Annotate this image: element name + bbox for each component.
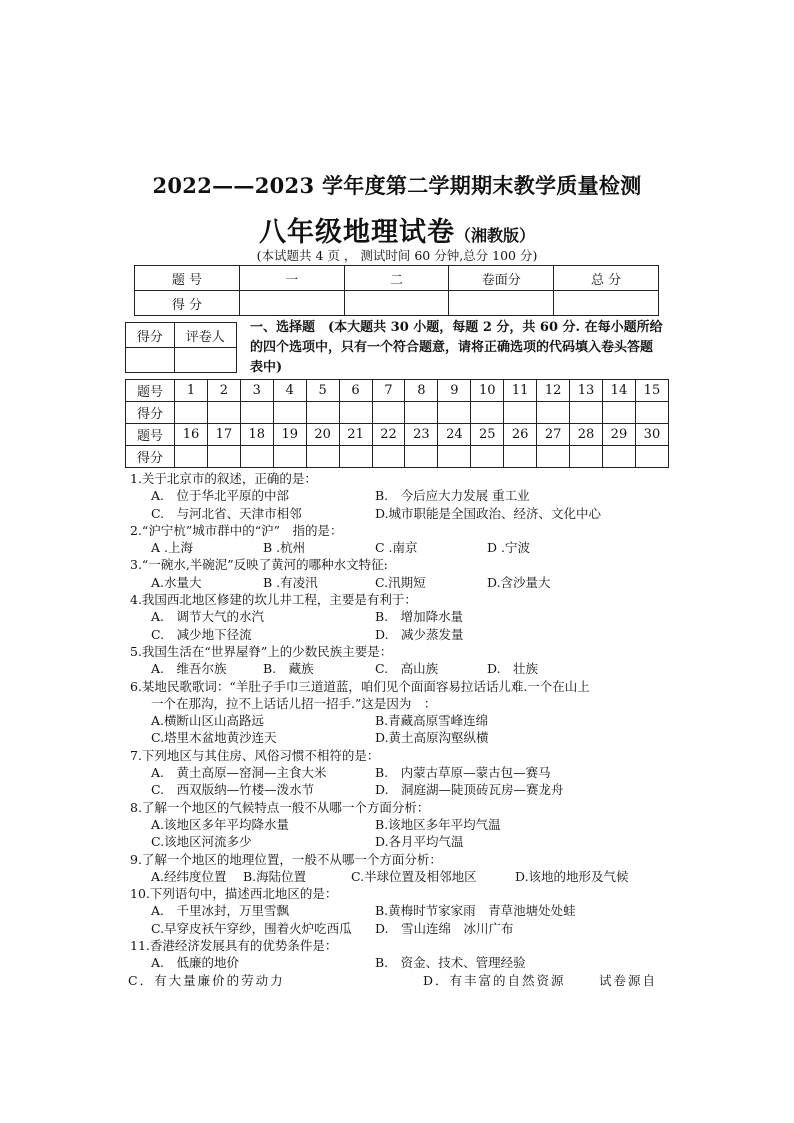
question-number: 25 [471, 424, 504, 446]
answer-blank[interactable] [635, 446, 668, 468]
answer-blank[interactable] [372, 402, 405, 424]
question-number: 12 [537, 380, 570, 402]
question-stem: 4.我国西北地区修建的坎儿井工程，主要是有利于： [130, 592, 417, 608]
question-number: 29 [602, 424, 635, 446]
exam-title: 2022——2023 学年度第二学期期末教学质量检测 [152, 173, 642, 198]
answer-blank[interactable] [175, 446, 208, 468]
answer-blank[interactable] [570, 446, 603, 468]
option: C.半球位置及相邻地区 [351, 868, 477, 884]
option: B. 内蒙古草原—蒙古包—赛马 [375, 765, 551, 781]
answer-blank[interactable] [207, 402, 240, 424]
answer-row-label: 得分 [126, 446, 175, 468]
answer-blank[interactable] [504, 402, 537, 424]
question [130, 591, 690, 643]
answer-number-row [126, 380, 669, 402]
option-row [130, 816, 690, 833]
option-row [130, 660, 690, 677]
answer-blank[interactable] [635, 402, 668, 424]
option: D. 洞庭湖—陡顶砖瓦房—赛龙舟 [375, 782, 564, 798]
answer-row-label: 得分 [126, 402, 175, 424]
option: D. 减少蒸发量 [375, 626, 464, 642]
answer-score-row [126, 402, 669, 424]
question-stem: 7.下列地区与其住房、风俗习惯不相符的是： [130, 747, 380, 763]
question-number: 4 [273, 380, 306, 402]
option: A.水量大 [151, 574, 202, 590]
score-blank[interactable] [344, 291, 449, 316]
option-row [130, 574, 690, 591]
answer-blank[interactable] [306, 446, 339, 468]
answer-number-row [126, 424, 669, 446]
option-row [130, 608, 690, 625]
question [130, 556, 690, 591]
answer-blank[interactable] [438, 402, 471, 424]
question-number: 9 [438, 380, 471, 402]
option: D .宁波 [487, 540, 530, 556]
question-number: 22 [372, 424, 405, 446]
question-number: 1 [175, 380, 208, 402]
option: C.塔里木盆地黄沙连天 [151, 730, 277, 746]
question-stem: 6.某地民歌歌词：“羊肚子手巾三道道蓝，咱们见个面面容易拉话话儿难.一个在山上 [130, 678, 590, 694]
option: A.横断山区山高路远 [151, 713, 265, 729]
option: A.该地区多年平均降水量 [151, 816, 290, 832]
option: C.早穿皮袄午穿纱，围着火炉吃西瓜 [151, 920, 352, 936]
option: B. 藏族 [263, 661, 314, 677]
question-number: 30 [635, 424, 668, 446]
answer-blank[interactable] [405, 446, 438, 468]
option: A. 黄土高原—窑洞—主食大米 [151, 765, 327, 781]
section-heading: 一、选择题 (本大题共 30 小题，每题 2 分，共 60 分. 在每小题所给的四个选项中，只有一个符合题意，请将正确选项的代码填入卷头答题表中) [250, 320, 663, 375]
option: C. 高山族 [375, 661, 439, 677]
answer-blank[interactable] [240, 446, 273, 468]
option: A. 位于华北平原的中部 [151, 488, 290, 504]
option: C.汛期短 [375, 574, 426, 590]
grader-score-label: 得分 [126, 323, 175, 348]
question-number: 18 [240, 424, 273, 446]
answer-blank[interactable] [471, 402, 504, 424]
paper-title-main: 八年级地理试卷 [258, 217, 455, 248]
grader-name-label: 评卷人 [174, 323, 236, 348]
answer-blank[interactable] [175, 402, 208, 424]
score-table [134, 265, 659, 316]
option: B .有凌汛 [263, 574, 318, 590]
score-blank[interactable] [554, 291, 659, 316]
question-stem: 3.“一碗水,半碗泥”反映了黄河的哪种水文特征: [130, 557, 388, 573]
question-number: 28 [570, 424, 603, 446]
question-number: 6 [339, 380, 372, 402]
option: D.含沙量大 [487, 574, 551, 590]
option-row [130, 764, 690, 781]
option-row [130, 920, 690, 937]
answer-blank[interactable] [471, 446, 504, 468]
answer-blank[interactable] [207, 446, 240, 468]
option: C. 与河北省、天津市相邻 [151, 505, 302, 521]
score-row-label: 得 分 [135, 291, 240, 316]
question-number: 11 [504, 380, 537, 402]
option: D.黄土高原沟壑纵横 [375, 730, 489, 746]
answer-score-row [126, 446, 669, 468]
question [130, 678, 690, 747]
option: A.经纬度位置 [151, 868, 227, 884]
question [130, 937, 690, 989]
option-row [130, 539, 690, 556]
option: C .南京 [375, 540, 418, 556]
option-row [130, 626, 690, 643]
option: D.该地的地形及气候 [515, 868, 629, 884]
question-number: 14 [602, 380, 635, 402]
score-cell: 卷面分 [449, 266, 554, 291]
grader-name-blank[interactable] [174, 348, 236, 373]
question-stem: 10.下列语句中，描述西北地区的是： [130, 886, 338, 902]
option: A .上海 [151, 540, 193, 556]
option: D.城市职能是全国政治、经济、文化中心 [375, 505, 602, 521]
option-row [130, 868, 690, 885]
option: C．有大量廉价的劳动力 [128, 972, 285, 988]
question-stem: 1.关于北京市的叙述，正确的是： [130, 471, 317, 486]
question-number: 19 [273, 424, 306, 446]
option: B .杭州 [263, 540, 306, 556]
option: B.海陆位置 [243, 868, 307, 884]
score-blank[interactable] [449, 291, 554, 316]
option-row [130, 729, 690, 746]
question-number: 20 [306, 424, 339, 446]
score-cell: 二 [344, 266, 449, 291]
answer-blank[interactable] [339, 402, 372, 424]
option: B.该地区多年平均气温 [375, 816, 501, 832]
option: D．有丰富的自然资源 [423, 972, 566, 988]
option: B. 今后应大力发展 重工业 [375, 488, 530, 504]
answer-row-label: 题号 [126, 424, 175, 446]
question-number: 3 [240, 380, 273, 402]
paper-edition: （湘教版） [454, 226, 535, 245]
question-number: 24 [438, 424, 471, 446]
answer-blank[interactable] [405, 402, 438, 424]
question [130, 851, 690, 886]
question-number: 13 [570, 380, 603, 402]
option: A. 维吾尔族 [151, 661, 227, 677]
question-number: 27 [537, 424, 570, 446]
answer-blank[interactable] [438, 446, 471, 468]
question-number: 8 [405, 380, 438, 402]
option: B.黄梅时节家家雨 青草池塘处处蛙 [375, 903, 576, 919]
option: A. 千里冰封，万里雪飘 [151, 903, 290, 919]
question-stem: 11.香港经济发展具有的优势条件是： [130, 938, 338, 954]
answer-blank[interactable] [602, 446, 635, 468]
source-note: 试卷源自 [599, 972, 658, 988]
score-header-row [135, 266, 659, 291]
score-cell: 总 分 [554, 266, 659, 291]
score-cell: 题 号 [135, 266, 240, 291]
answer-blank[interactable] [372, 446, 405, 468]
question-stem: 8.了解一个地区的气候特点一般不从哪一个方面分析： [130, 799, 430, 815]
question-stem: 2.“沪宁杭”城市群中的“沪” 指的是： [130, 522, 343, 538]
option: A. 低廉的地价 [151, 955, 240, 971]
option: B. 资金、技术、管理经验 [375, 955, 526, 971]
option-row [130, 781, 690, 798]
answer-blank[interactable] [602, 402, 635, 424]
option-row [130, 833, 690, 850]
grader-table [125, 322, 237, 373]
question [130, 747, 690, 799]
grader-score-blank[interactable] [126, 348, 175, 373]
option-row [130, 902, 690, 919]
exam-note: (本试题共 4 页 ， 测试时间 60 分钟,总分 100 分) [256, 248, 538, 263]
question-number: 26 [504, 424, 537, 446]
option: C. 减少地下径流 [151, 626, 252, 642]
score-blank[interactable] [239, 291, 344, 316]
question-number: 17 [207, 424, 240, 446]
option: D.各月平均气温 [375, 834, 464, 850]
option: A. 调节大气的水汽 [151, 609, 265, 625]
answer-blank[interactable] [240, 402, 273, 424]
question-stem-cont: 一个在那沟，拉不上话话儿招一招手.”这是因为 ： [151, 695, 437, 711]
question [130, 885, 690, 937]
answer-blank[interactable] [273, 402, 306, 424]
question [130, 643, 690, 678]
option: C.该地区河流多少 [151, 834, 252, 850]
question-number: 16 [175, 424, 208, 446]
answer-blank[interactable] [504, 446, 537, 468]
question-number: 2 [207, 380, 240, 402]
question-number: 15 [635, 380, 668, 402]
option-row [130, 505, 690, 522]
question [130, 522, 690, 557]
answer-blank[interactable] [570, 402, 603, 424]
option-row [130, 712, 690, 729]
question-number: 10 [471, 380, 504, 402]
question-stem: 5.我国生活在“世界屋脊”上的少数民族主要是： [130, 643, 393, 659]
option: B.青藏高原雪峰连绵 [375, 713, 489, 729]
option: C. 西双版纳—竹楼—泼水节 [151, 782, 315, 798]
answer-grid [125, 379, 669, 468]
score-value-row [135, 291, 659, 316]
answer-blank[interactable] [339, 446, 372, 468]
question-number: 5 [306, 380, 339, 402]
option-row [130, 487, 690, 504]
answer-blank[interactable] [306, 402, 339, 424]
option-row [128, 972, 690, 989]
option-row [130, 954, 690, 971]
answer-blank[interactable] [537, 402, 570, 424]
question [130, 470, 690, 522]
question-number: 21 [339, 424, 372, 446]
answer-row-label: 题号 [126, 380, 175, 402]
question-number: 23 [405, 424, 438, 446]
question-stem: 9.了解一个地区的地理位置，一般不从哪一个方面分析： [130, 851, 442, 867]
question [130, 799, 690, 851]
score-cell: 一 [239, 266, 344, 291]
answer-blank[interactable] [273, 446, 306, 468]
option: D. 雪山连绵 冰川广布 [375, 920, 514, 936]
option: D. 壮族 [487, 661, 539, 677]
question-number: 7 [372, 380, 405, 402]
answer-blank[interactable] [537, 446, 570, 468]
question-list [130, 470, 690, 989]
option: B. 增加降水量 [375, 609, 464, 625]
paper-title [0, 210, 794, 249]
